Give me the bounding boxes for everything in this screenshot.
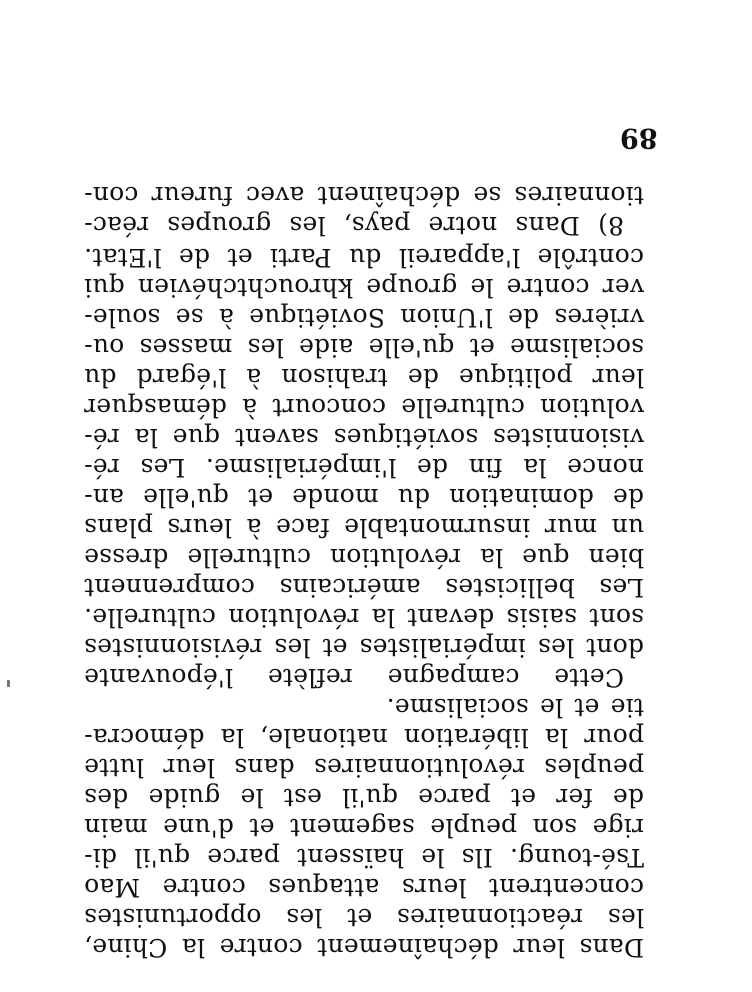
text-line-2: les réactionnaires et les opportunistes [84,903,644,932]
text-line-26: tionnaires se déchaînent avec fureur con- [84,181,644,210]
text-line-13: Les bellicistes américains comprennent [84,573,644,602]
text-line-16: de domination du monde et qu'elle an- [84,483,644,512]
page-number: 89 [620,122,658,153]
text-line-11: dont les impérialistes et les révisionnistes [84,633,644,662]
text-line-19: volution culturelle concourt à démasquer [84,393,644,422]
text-line-20: leur politique de trahison à l'égard du [84,363,644,392]
text-line-25: 8) Dans notre pays, les groupes réac- [84,211,624,240]
text-line-23: ver contre le groupe khrouchtchévien qui [84,273,644,302]
text-line-22: vrières de l'Union Soviétique à se soule- [84,303,644,332]
text-line-6: de fer et parce qu'il est le guide des [84,783,644,812]
text-line-24: contrôle l'appareil du Parti et de l'Etat. [84,243,644,272]
text-line-8: pour la libération nationale, la démocra- [84,723,644,752]
text-line-5: rige son peuple sagement et d'une main [84,813,644,842]
text-line-10: Cette campagne reflète l'épouvante [84,663,624,692]
text-line-14: bien que la révolution culturelle dresse [84,543,644,572]
text-line-9: tie et le socialisme. [386,693,644,722]
text-line-4: Tsé-toung. Ils le haïssent parce qu'il di- [84,843,644,872]
text-line-3: concentrent leurs attaques contre Mao [84,873,644,902]
text-line-1: Dans leur déchaînement contre la Chine, [84,933,644,962]
text-line-7: peuples révolutionnaires dans leur lutte [84,753,644,782]
text-line-21: socialisme et qu'elle aide les masses ou- [84,333,644,362]
scan-speck [7,680,10,687]
text-line-17: nonce la fin de l'impérialisme. Les ré- [84,453,644,482]
text-line-18: visionnistes soviétiques savent que la ré- [84,423,644,452]
text-line-12: sont saisis devant la révolution culturelle. [84,603,644,632]
text-line-15: un mur insurmontable face à leurs plans [84,513,644,542]
